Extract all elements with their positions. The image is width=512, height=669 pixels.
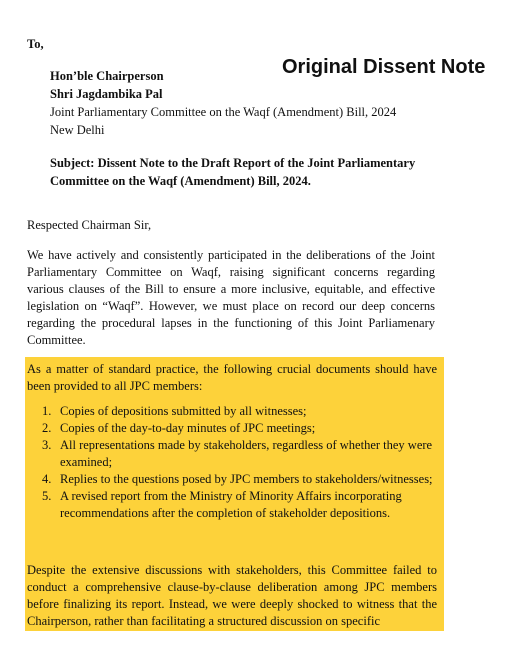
list-item-text: Copies of the day-to-day minutes of JPC meetings; [60, 421, 316, 435]
list-item-number: 5. [42, 489, 52, 503]
list-item-number: 2. [42, 421, 52, 435]
list-item [42, 420, 437, 437]
list-item-text: All representations made by stakeholders, regardless of whether they were examined; [60, 438, 433, 469]
recipient-title: Hon’ble Chairperson [50, 69, 164, 83]
page-headline: Original Dissent Note [282, 56, 486, 78]
documents-list [42, 403, 437, 522]
list-item-text: Copies of depositions submitted by all witnesses; [60, 404, 307, 418]
recipient-name: Shri Jagdambika Pal [50, 87, 163, 101]
list-item-text: A revised report from the Ministry of Minority Affairs incorporating recommendations after the completion of stakeholder depositions. [60, 489, 402, 520]
recipient-city: New Delhi [50, 123, 105, 137]
list-item [42, 488, 437, 522]
body-paragraph-1: We have actively and consistently participated in the deliberations of the Joint Parliamentary Committee on Waqf, raising significant concerns regarding various clauses of the Bill to ensure a more inclusive, equitable, and effective legislation on “Waqf”. However, we must place on record our deep concerns regarding the procedural lapses in the functioning of this Joint Parliamenary Committee. [27, 248, 435, 347]
body-paragraph-2: As a matter of standard practice, the following crucial documents should have been provided to all JPC members: [27, 362, 437, 393]
list-item [42, 437, 437, 471]
recipient-committee: Joint Parliamentary Committee on the Waqf (Amendment) Bill, 2024 [50, 105, 397, 119]
list-item-number: 1. [42, 404, 52, 418]
list-item-text: Replies to the questions posed by JPC members to stakeholders/witnesses; [60, 472, 433, 486]
body-paragraph-3: Despite the extensive discussions with stakeholders, this Committee failed to conduct a comprehensive clause-by-clause deliberation among JPC members before finalizing its report. Instead, we were deeply shocked to witness that the Chairperson, rather than facilitating a structured discussion on specific [27, 563, 437, 628]
subject-line: Subject: Dissent Note to the Draft Report of the Joint Parliamentary Committee on the Waqf (Amendment) Bill, 2024. [50, 156, 416, 188]
salutation-to: To, [27, 37, 44, 51]
list-item [42, 471, 437, 488]
list-item-number: 4. [42, 472, 52, 486]
salutation: Respected Chairman Sir, [27, 218, 152, 232]
list-item [42, 403, 437, 420]
recipient-address [50, 67, 396, 139]
list-item-number: 3. [42, 438, 52, 452]
